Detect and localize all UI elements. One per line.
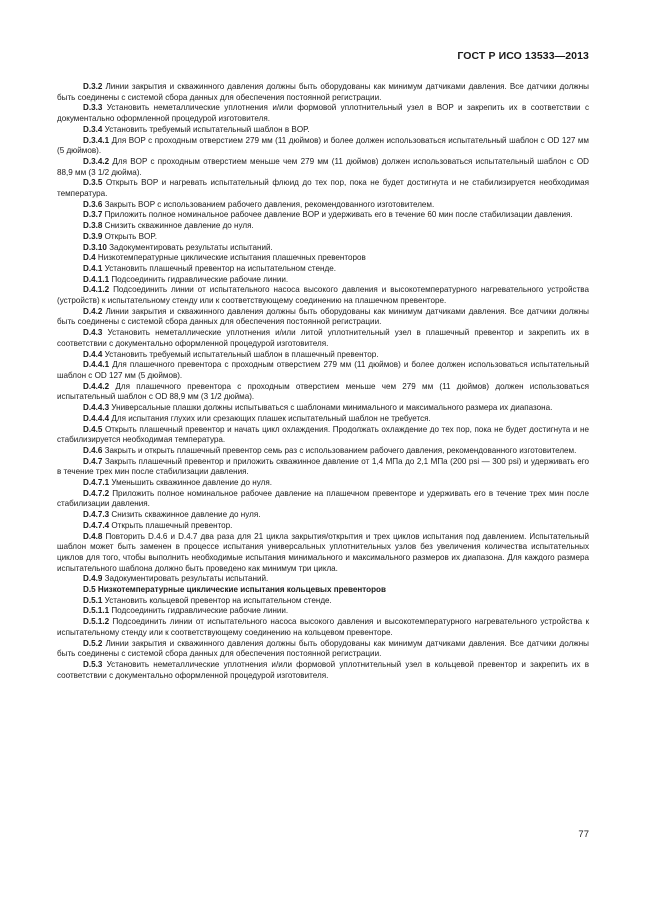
paragraph bbox=[57, 489, 589, 510]
clause-text: Универсальные плашки должны испытываться с шаблонами минимального и максимального размера их диапазона. bbox=[111, 403, 553, 413]
paragraph bbox=[57, 82, 589, 103]
paragraph bbox=[57, 446, 589, 457]
page-number: 77 bbox=[578, 829, 589, 840]
paragraph bbox=[57, 403, 589, 414]
paragraph bbox=[57, 639, 589, 660]
paragraph bbox=[57, 232, 589, 243]
clause-number: D.3.8 bbox=[83, 221, 103, 231]
clause-text: Закрыть и открыть плашечный превентор семь раз с использованием рабочего давления, рекомендованного изготовителем. bbox=[104, 445, 577, 455]
document-header: ГОСТ Р ИСО 13533—2013 bbox=[457, 50, 589, 62]
paragraph bbox=[57, 360, 589, 381]
clause-number: D.4.7.1 bbox=[83, 478, 110, 488]
clause-number: D.4.4.2 bbox=[83, 381, 110, 391]
clause-number: D.4.1 bbox=[83, 263, 103, 273]
paragraph bbox=[57, 285, 589, 306]
clause-number: D.4.3 bbox=[83, 328, 103, 338]
paragraph bbox=[57, 243, 589, 254]
clause-number: D.4.7.2 bbox=[83, 488, 110, 498]
paragraph bbox=[57, 457, 589, 478]
clause-text: Для BOP с проходным отверстием меньше чем 279 мм (11 дюймов) должен использоваться испытательный шаблон с OD 88,9 мм (3 1/2 дюйма). bbox=[57, 156, 590, 177]
clause-number: D.4.9 bbox=[83, 574, 103, 584]
clause-text: Установить требуемый испытательный шаблон в BOP. bbox=[104, 124, 310, 134]
clause-text: Для BOP с проходным отверстием 279 мм (11 дюймов) и более должен использоваться испытательный шаблон с OD 127 мм (5 дюймов). bbox=[57, 135, 589, 156]
clause-text: Установить неметаллические уплотнения и/или литой уплотнительный узел в плашечный превентор и закрепить их в соответствии с документально оформленной процедурой изготовителя. bbox=[57, 328, 589, 348]
clause-text: Приложить полное номинальное рабочее давление BOP и удерживать его в течение 60 мин после стабилизации давления. bbox=[104, 210, 573, 220]
paragraph bbox=[57, 253, 589, 264]
clause-number: D.3.9 bbox=[83, 231, 103, 241]
paragraph bbox=[57, 210, 589, 221]
clause-text: Установить неметаллические уплотнения и/или формовой уплотнительный узел в кольцевой превентор и закрепить их в соответствии с документально оформленной процедурой изготовителя. bbox=[57, 659, 589, 680]
paragraph bbox=[57, 606, 589, 617]
paragraph bbox=[57, 264, 589, 275]
clause-number: D.5.1 bbox=[83, 595, 103, 605]
clause-number: D.3.5 bbox=[83, 178, 103, 188]
clause-text: Установить неметаллические уплотнения и/или формовой уплотнительный узел в BOP и закрепить их в соответствии с документально оформленной процедурой изготовителя. bbox=[57, 103, 589, 124]
clause-text: Для плашечного превентора с проходным отверстием 279 мм (11 дюймов) и более должен использоваться испытательный шаблон с OD 127 мм (5 дюймов). bbox=[57, 360, 589, 380]
clause-number: D.4.4.3 bbox=[83, 403, 110, 413]
document-body bbox=[57, 82, 589, 681]
paragraph bbox=[57, 425, 589, 446]
paragraph bbox=[57, 136, 589, 157]
paragraph bbox=[57, 307, 589, 328]
paragraph bbox=[57, 350, 589, 361]
paragraph bbox=[57, 125, 589, 136]
clause-text: Открыть BOP и нагревать испытательный флюид до тех пор, пока не будет достигнута и не стабилизируется необходимая температура. bbox=[57, 178, 590, 199]
clause-text: Открыть плашечный превентор. bbox=[111, 520, 233, 530]
clause-number: D.4.7.3 bbox=[83, 510, 110, 520]
paragraph bbox=[57, 414, 589, 425]
clause-number: D.4.4.1 bbox=[83, 360, 110, 370]
paragraph bbox=[57, 382, 589, 403]
clause-number: D.4.4.4 bbox=[83, 413, 110, 423]
clause-text: Установить плашечный превентор на испытательном стенде. bbox=[104, 263, 336, 273]
clause-number: D.5.1.2 bbox=[83, 617, 110, 627]
clause-number: D.3.2 bbox=[83, 82, 103, 91]
clause-text: Для плашечного превентора с проходным отверстием меньше чем 279 мм (11 дюймов) должен использоваться испытательный шаблон с OD 88,9 мм (3 1/2 дюйма). bbox=[57, 381, 590, 402]
clause-text: Подсоединить гидравлические рабочие линии. bbox=[111, 274, 289, 284]
paragraph bbox=[57, 221, 589, 232]
clause-number: D.3.3 bbox=[83, 103, 103, 113]
clause-text: Задокументировать результаты испытаний. bbox=[109, 242, 273, 252]
clause-text: Низкотемпературные циклические испытания кольцевых превенторов bbox=[97, 585, 386, 595]
clause-number: D.4.5 bbox=[83, 424, 103, 434]
clause-number: D.4.7.4 bbox=[83, 520, 110, 530]
paragraph bbox=[57, 596, 589, 607]
clause-text: Установить требуемый испытательный шаблон в плашечный превентор. bbox=[104, 349, 379, 359]
paragraph bbox=[57, 532, 589, 575]
clause-number: D.3.4.2 bbox=[83, 156, 110, 166]
clause-number: D.3.7 bbox=[83, 210, 103, 220]
clause-text: Приложить полное номинальное рабочее давление на плашечном превенторе и удерживать его в течение трех мин после стабилизации давления. bbox=[57, 488, 590, 509]
clause-number: D.4.8 bbox=[83, 531, 103, 541]
clause-text: Для испытания глухих или срезающих плашек испытательный шаблон не требуется. bbox=[111, 413, 431, 423]
clause-number: D.4.1.1 bbox=[83, 274, 110, 284]
clause-text: Закрыть BOP с использованием рабочего давления, рекомендованного изготовителем. bbox=[104, 199, 435, 209]
clause-number: D.5 bbox=[83, 585, 96, 595]
clause-number: D.3.4.1 bbox=[83, 135, 110, 145]
clause-text: Подсоединить линии от испытательного насоса высокого давления и высокотемпературного нагревательного устройства (устройств) к испытательному стенду или к соответствующему соединению на плашечном превенторе. bbox=[57, 285, 589, 306]
clause-text: Задокументировать результаты испытаний. bbox=[104, 574, 269, 584]
clause-text: Открыть плашечный превентор и начать цикл охлаждения. Продолжать охлаждение до тех пор, пока не будет достигнута и не стабилизируется необходимая температура. bbox=[57, 424, 589, 445]
clause-number: D.4 bbox=[83, 253, 96, 263]
clause-text: Линии закрытия и скважинного давления должны быть оборудованы как минимум датчиками давления. Все датчики должны быть соединены с системой сбора данных для обеспечения постоянной регистрации. bbox=[57, 82, 589, 102]
clause-number: D.3.10 bbox=[83, 242, 107, 252]
clause-text: Открыть BOP. bbox=[104, 231, 157, 241]
clause-number: D.4.4 bbox=[83, 349, 103, 359]
paragraph bbox=[57, 585, 589, 596]
paragraph bbox=[57, 521, 589, 532]
clause-text: Снизить скважинное давление до нуля. bbox=[104, 221, 254, 231]
paragraph bbox=[57, 200, 589, 211]
clause-text: Снизить скважинное давление до нуля. bbox=[111, 510, 261, 520]
paragraph bbox=[57, 275, 589, 286]
paragraph bbox=[57, 328, 589, 349]
clause-number: D.5.3 bbox=[83, 659, 103, 669]
clause-text: Уменьшить скважинное давление до нуля. bbox=[111, 478, 272, 488]
paragraph bbox=[57, 178, 589, 199]
clause-text: Установить кольцевой превентор на испытательном стенде. bbox=[104, 595, 332, 605]
clause-text: Линии закрытия и скважинного давления должны быть оборудованы как минимум датчиками давления. Все датчики должны быть соединены с системой сбора данных для обеспечения постоянной регистрации. bbox=[57, 638, 589, 659]
clause-text: Подсоединить гидравлические рабочие линии. bbox=[111, 606, 289, 616]
paragraph bbox=[57, 478, 589, 489]
clause-number: D.5.2 bbox=[83, 638, 103, 648]
paragraph bbox=[57, 157, 589, 178]
clause-number: D.5.1.1 bbox=[83, 606, 110, 616]
clause-number: D.4.2 bbox=[83, 306, 103, 316]
clause-number: D.4.6 bbox=[83, 445, 103, 455]
clause-number: D.3.4 bbox=[83, 124, 103, 134]
clause-text: Низкотемпературные циклические испытания плашечных превенторов bbox=[97, 253, 366, 263]
clause-text: Подсоединить линии от испытательного насоса высокого давления и высокотемпературного нагревательного устройства к испытательному стенду или к соответствующему соединению на кольцевом превенторе. bbox=[57, 617, 589, 637]
paragraph bbox=[57, 510, 589, 521]
clause-number: D.4.7 bbox=[83, 456, 103, 466]
clause-number: D.3.6 bbox=[83, 199, 103, 209]
clause-number: D.4.1.2 bbox=[83, 285, 110, 295]
clause-text: Повторить D.4.6 и D.4.7 два раза для 21 цикла закрытия/открытия и трех циклов испытания под давлением. Испытательный шаблон может быть заменен в процессе испытания универсальных уплотнительных узлов без увеличения количества испытательных циклов для того, чтобы выполнить необходимые испытания минимального и максимального размеров их диапазона. Для каждого размера испытательного шаблона должно быть проведено как минимум три цикла. bbox=[57, 531, 590, 573]
clause-text: Линии закрытия и скважинного давления должны быть оборудованы как минимум датчиками давления. Все датчики должны быть соединены с системой сбора данных для обеспечения постоянной регистрации. bbox=[57, 306, 589, 327]
paragraph bbox=[57, 617, 589, 638]
clause-text: Закрыть плашечный превентор и приложить скважинное давление от 1,4 МПа до 2,1 МПа (200 psi — 300 psi) и удерживать его в течение трех мин после стабилизации давления. bbox=[57, 456, 590, 477]
paragraph bbox=[57, 660, 589, 681]
paragraph bbox=[57, 574, 589, 585]
paragraph bbox=[57, 103, 589, 124]
